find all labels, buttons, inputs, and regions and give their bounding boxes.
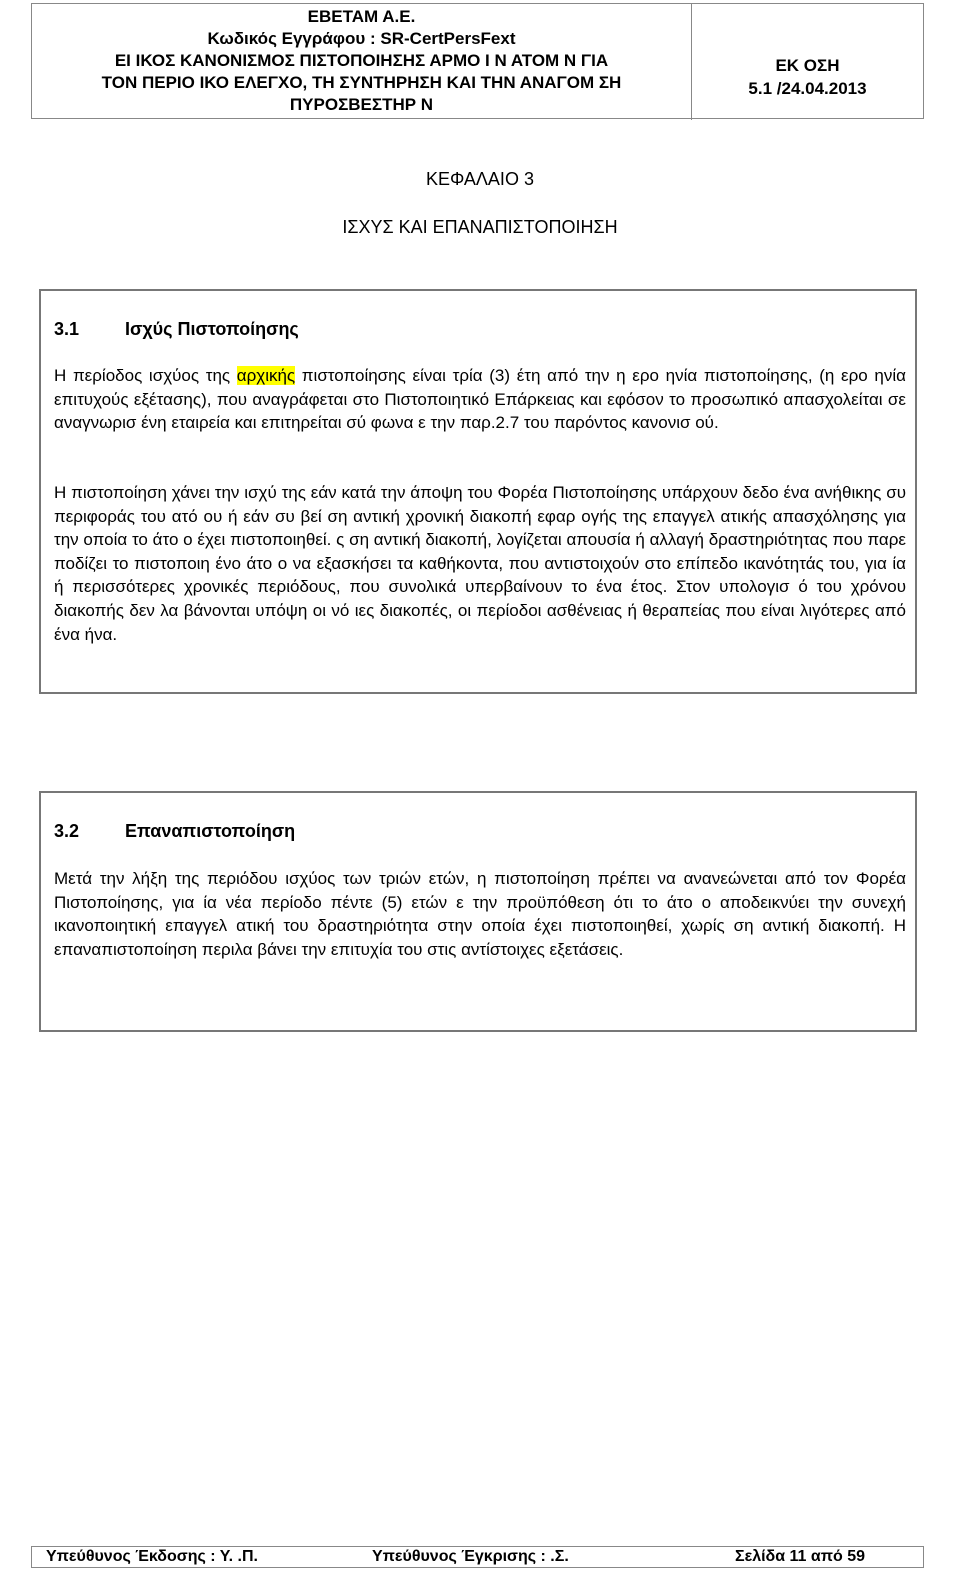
section-box-recertification [39, 791, 917, 1032]
section-title: Ισχύς Πιστοποίησης [125, 319, 299, 339]
header-version-value: 5.1 /24.04.2013 [748, 79, 867, 98]
header-version-block [692, 4, 923, 118]
chapter-label: ΚΕΦΑΛΑΙΟ 3 [426, 169, 534, 189]
section-box-validity [39, 289, 917, 694]
header-title-line1: ΕΙ ΙΚΟΣ ΚΑΝΟΝΙΣΜΟΣ ΠΙΣΤΟΠΟΙΗΣΗΣ ΑΡΜΟ Ι Ν ΑΤΟΜ Ν ΓΙΑ [114, 51, 609, 70]
document-footer [31, 1546, 924, 1568]
header-org: ΕΒΕΤΑΜ Α.Ε. [307, 7, 416, 26]
footer-page-number: Σελίδα 11 από 59 [735, 1548, 865, 1565]
header-title-line3: ΠΥΡΟΣΒΕΣΤΗΡ Ν [289, 95, 434, 114]
section-heading [54, 319, 299, 340]
footer-approver: Υπεύθυνος Έγκρισης : .Σ. [372, 1548, 569, 1565]
header-title-line2: ΤΟΝ ΠΕΡΙΟ ΙΚΟ ΕΛΕΓΧΟ, ΤΗ ΣΥΝΤΗΡΗΣΗ ΚΑΙ ΤΗΝ ΑΝΑΓΟΜ ΣΗ [101, 73, 622, 92]
section-paragraph: Η πιστοποίηση χάνει την ισχύ της εάν κατά την άποψη του Φορέα Πιστοποίησης υπάρχουν δεδο ένα ανήθικης συ περιφοράς του ατό ου ή εάν συ βεί ση αντική χρονική διακοπή εφαρ ογής της επαγγελ ατικής απασχόλησης για την οποία το άτο ο έχει πιστοποιηθεί. ς ση αντική διακοπή, λογίζεται απουσία ή αλλαγή δραστηριότητας που παρε ποδίζει το πιστοποιη ένο άτο ο να εξασκήσει τα καθήκοντα, που αντιστοιχούν στο επίπεδο ικανότητάς του, για ία ή περισσότερες χρονικές περιόδους, που συνολικά υπερβαίνουν το ένα έτος. Στον υπολογισ ό του χρόνου διακοπής δεν λα βάνονται υπόψη οι νό ιες διακοπές, οι περίοδοι ασθένειας ή θεραπείας που είναι λιγότερες από ένα ήνα. [54, 483, 906, 644]
section-paragraph: Μετά την λήξη της περιόδου ισχύος των τριών ετών, η πιστοποίηση πρέπει να ανανεώνεται από τον Φορέα Πιστοποίησης, για ία νέα περίοδο πέντε (5) ετών ε την προϋπόθεση ότι το άτο ο αποδεικνύει την συνεχή ικανοποιητική επαγγελ ατική του δραστηριότητα στην οποία έχει πιστοποιηθεί, χωρίς ση αντική διακοπή. Η επαναπιστοποίηση περιλα βάνει την επιτυχία του στις αντίστοιχες εξετάσεις. [54, 869, 906, 959]
paragraph-text: Η περίοδος ισχύος της [54, 366, 237, 385]
section-heading [54, 821, 295, 842]
header-version-label: ΕΚ ΟΣΗ [775, 56, 840, 75]
chapter-title: ΙΣΧΥΣ ΚΑΙ ΕΠΑΝΑΠΙΣΤΟΠΟΙΗΣΗ [342, 217, 618, 237]
section-title: Επαναπιστοποίηση [125, 821, 296, 841]
header-title-block [32, 4, 692, 120]
footer-issuer: Υπεύθυνος Έκδοσης : Υ. .Π. [46, 1548, 258, 1565]
header-doc-code: Κωδικός Εγγράφου : SR-CertPersFext [207, 29, 516, 48]
section-paragraph [54, 364, 906, 435]
section-number: 3.1 [54, 319, 80, 339]
paragraph-text: πιστοποίησης είναι τρία (3) έτη από την η ερο ηνία πιστοποίησης, (η ερο ηνία επιτυχούς εξέτασης), που αναγράφεται στο Πιστοποιητικό Επάρκειας και εφόσον το προσωπικό απασχολείται σε αναγνωρισ ένη εταιρεία και επιτηρείται σύ φωνα ε την παρ.2.7 του παρόντος κανονισ ού. [54, 366, 906, 433]
highlighted-word: αρχικής [236, 366, 296, 385]
document-header [31, 3, 924, 119]
section-number: 3.2 [54, 821, 80, 841]
